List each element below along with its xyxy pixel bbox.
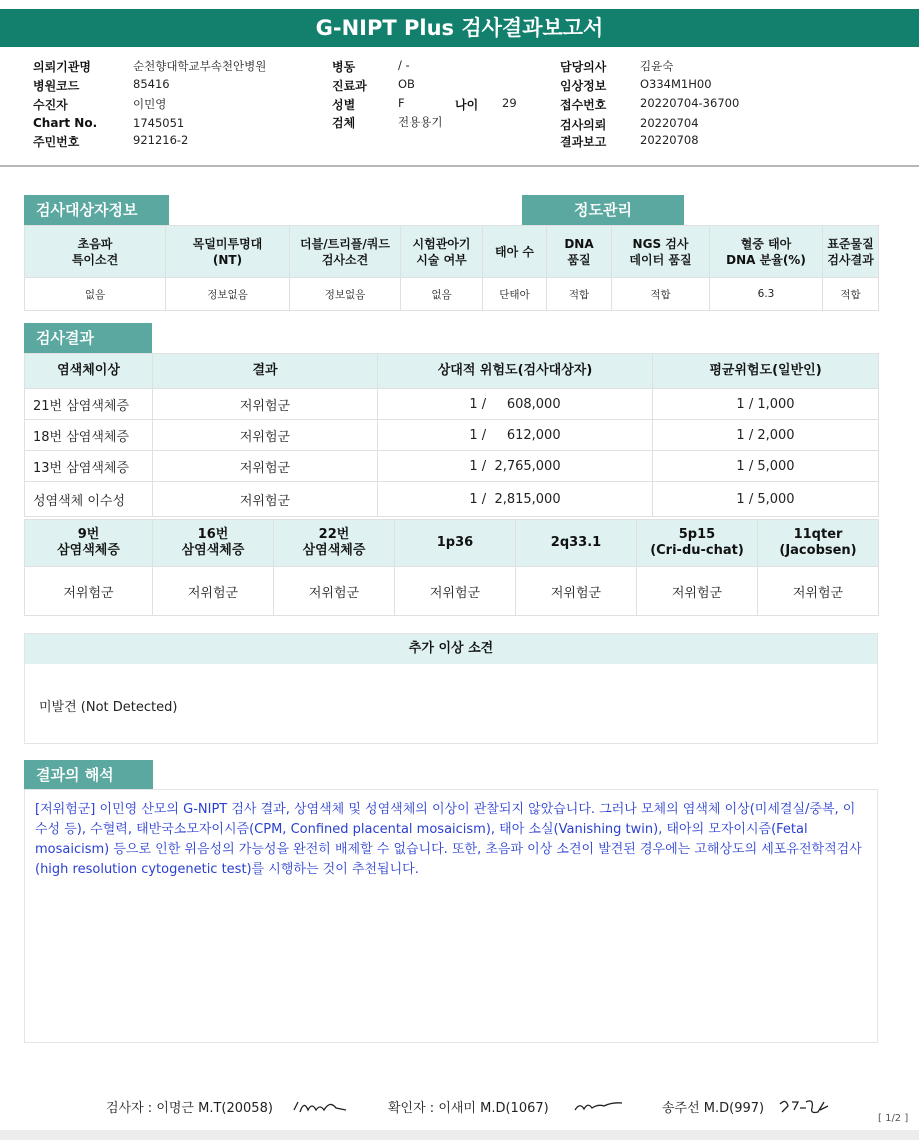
- table-row: [25, 389, 879, 420]
- header-value: 1745051: [133, 116, 185, 130]
- doctor-label: 송주선 M.D(997): [662, 1101, 765, 1116]
- table-row: [25, 451, 879, 482]
- results-table: [24, 353, 879, 517]
- info-header: 혈중 태아 DNA 분율(%): [710, 226, 823, 278]
- micro-header: 1p36: [395, 520, 516, 567]
- info-header: 태아 수: [483, 226, 547, 278]
- header-key: 결과보고: [560, 135, 607, 149]
- tester-label: 검사자 : 이명근 M.T(20058): [106, 1101, 273, 1116]
- section-subject-info: 검사대상자정보: [24, 195, 169, 225]
- header-value: F: [398, 96, 405, 110]
- header-value: 921216-2: [133, 133, 189, 147]
- micro-cell: 저위험군: [153, 567, 274, 616]
- micro-cell: 저위험군: [274, 567, 395, 616]
- section-results: 검사결과: [24, 323, 152, 353]
- abnormality-name: 성염색체 이수성: [25, 482, 153, 517]
- header-key: 의뢰기관명: [33, 60, 91, 74]
- header-value: 순천향대학교부속천안병원: [133, 59, 267, 73]
- header-key: 병동: [332, 60, 356, 74]
- abnormality-name: 13번 삼염색체증: [25, 451, 153, 482]
- micro-header: 2q33.1: [516, 520, 637, 567]
- risk-result: 저위험군: [153, 420, 378, 451]
- abnormality-name: 21번 삼염색체증: [25, 389, 153, 420]
- table-row: [25, 420, 879, 451]
- header-key: 성별: [332, 98, 356, 112]
- info-cell: 없음: [401, 278, 483, 311]
- info-header: 표준물질 검사결과: [823, 226, 879, 278]
- header-value: 85416: [133, 77, 170, 91]
- average-risk: 1 / 5,000: [653, 451, 879, 482]
- micro-header: 16번 삼염색체증: [153, 520, 274, 567]
- header-key: 임상정보: [560, 79, 607, 93]
- header-value: 이민영: [133, 97, 167, 111]
- risk-result: 저위험군: [153, 482, 378, 517]
- relative-risk: 1 / 608,000: [378, 389, 653, 420]
- header-key: 진료과: [332, 79, 367, 93]
- info-cell: 단태아: [483, 278, 547, 311]
- info-cell: 없음: [25, 278, 166, 311]
- risk-result: 저위험군: [153, 389, 378, 420]
- confirmer-signature: [572, 1094, 626, 1118]
- doctor-signature: [776, 1094, 832, 1120]
- info-header: 목덜미투명대 (NT): [166, 226, 290, 278]
- micro-header: 5p15 (Cri-du-chat): [637, 520, 758, 567]
- info-cell: 정보없음: [166, 278, 290, 311]
- header-value: O334M1H00: [640, 77, 712, 91]
- results-header: 상대적 위험도(검사대상자): [378, 354, 653, 389]
- header-key: 주민번호: [33, 135, 80, 149]
- header-key: 검사의뢰: [560, 118, 607, 132]
- header-key: 검체: [332, 116, 356, 130]
- info-cell: 적합: [612, 278, 710, 311]
- table-row: [25, 482, 879, 517]
- info-cell: 적합: [823, 278, 879, 311]
- info-cell: 적합: [547, 278, 612, 311]
- info-cell: 6.3: [710, 278, 823, 311]
- header-key: 담당의사: [560, 60, 607, 74]
- header-value: 20220704-36700: [640, 96, 740, 110]
- header-key: 수진자: [33, 98, 68, 112]
- report-title: G-NIPT Plus 검사결과보고서: [0, 9, 919, 47]
- micro-cell: 저위험군: [516, 567, 637, 616]
- header-value: / -: [398, 58, 410, 72]
- header-key: 접수번호: [560, 98, 607, 112]
- info-header: 초음파 특이소견: [25, 226, 166, 278]
- average-risk: 1 / 2,000: [653, 420, 879, 451]
- results-header: 염색체이상: [25, 354, 153, 389]
- age-label: 나이: [455, 98, 479, 112]
- section-interpretation: 결과의 해석: [24, 760, 153, 790]
- tester-signature: [290, 1094, 350, 1118]
- header-value: 20220708: [640, 133, 699, 147]
- average-risk: 1 / 1,000: [653, 389, 879, 420]
- page-number: [ 1/2 ]: [878, 1113, 909, 1124]
- abnormality-name: 18번 삼염색체증: [25, 420, 153, 451]
- additional-findings-text: 미발견 (Not Detected): [39, 700, 178, 715]
- micro-cell: 저위험군: [395, 567, 516, 616]
- header-key: Chart No.: [33, 116, 98, 130]
- micro-cell: 저위험군: [758, 567, 879, 616]
- micro-cell: 저위험군: [637, 567, 758, 616]
- header-key: 병원코드: [33, 79, 80, 93]
- relative-risk: 1 / 2,815,000: [378, 482, 653, 517]
- header-value: 20220704: [640, 116, 699, 130]
- patient-header: [0, 47, 919, 167]
- header-value: 전용용기: [398, 115, 443, 129]
- average-risk: 1 / 5,000: [653, 482, 879, 517]
- info-header: NGS 검사 데이터 품질: [612, 226, 710, 278]
- microdeletion-table: [24, 519, 879, 616]
- results-header: 결과: [153, 354, 378, 389]
- micro-header: 22번 삼염색체증: [274, 520, 395, 567]
- interpretation-text: [저위험군] 이민영 산모의 G-NIPT 검사 결과, 상염색체 및 성염색체의 이상이 관찰되지 않았습니다. 그러나 모체의 염색체 이상(미세결실/중복, 이수성 등), 수혈력, 태반국소모자이시즘(CPM, Confined placental mosaicism), 태아 소실(Vanishing twin), 태아의 모자이시즘(Fetal mosaicism) 등으로 인한 위음성의 가능성을 완전히 배제할 수 없습니다. 또한, 초음파 이상 소견이 발견된 경우에는 고해상도의 세포유전학적검사(high resolution cytogenetic test)를 시행하는 것이 추천됩니다.: [24, 789, 878, 1043]
- micro-header: 9번 삼염색체증: [25, 520, 153, 567]
- micro-cell: 저위험군: [25, 567, 153, 616]
- additional-findings-box: [24, 633, 878, 744]
- relative-risk: 1 / 612,000: [378, 420, 653, 451]
- header-value: 김윤숙: [640, 59, 674, 73]
- age-value: 29: [502, 96, 517, 110]
- relative-risk: 1 / 2,765,000: [378, 451, 653, 482]
- info-header: 시험관아기 시술 여부: [401, 226, 483, 278]
- section-quality-control: 정도관리: [522, 195, 684, 225]
- info-header: 더블/트리플/쿼드 검사소견: [290, 226, 401, 278]
- header-value: OB: [398, 77, 415, 91]
- info-cell: 정보없음: [290, 278, 401, 311]
- results-header: 평균위험도(일반인): [653, 354, 879, 389]
- risk-result: 저위험군: [153, 451, 378, 482]
- additional-findings-header: 추가 이상 소견: [25, 634, 877, 664]
- micro-header: 11qter (Jacobsen): [758, 520, 879, 567]
- subject-info-table: [24, 225, 879, 311]
- info-header: DNA 품질: [547, 226, 612, 278]
- confirmer-label: 확인자 : 이새미 M.D(1067): [388, 1101, 549, 1116]
